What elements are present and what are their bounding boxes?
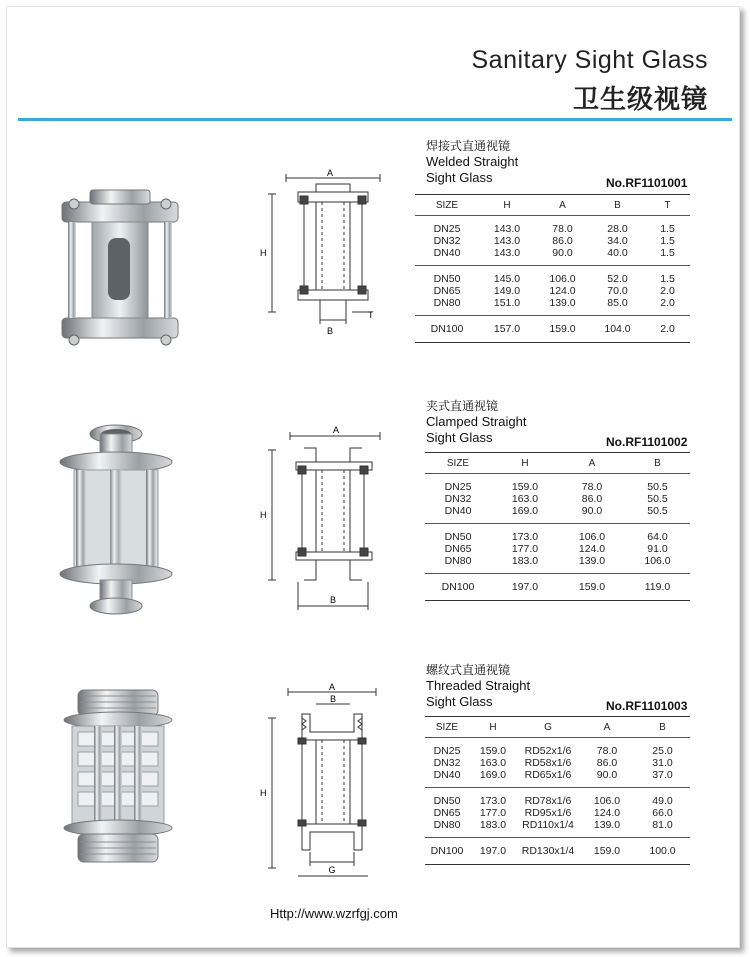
table-cell: 34.0: [607, 235, 628, 247]
table-cell: 50.5: [647, 493, 668, 505]
threaded-dim-b: B: [329, 694, 337, 704]
welded-dim-h: H: [260, 248, 267, 258]
table-cell: 86.0: [581, 493, 603, 505]
table-cell: 157.0: [479, 316, 535, 343]
table-row: [415, 235, 690, 247]
page-title-chinese: 卫生级视镜: [572, 84, 708, 114]
table-cell: RD95x1/6: [524, 807, 572, 819]
threaded-title-cn: 螺纹式直通视镜: [426, 663, 511, 677]
table-cell: 64.0: [647, 531, 668, 543]
table-cell: 173.0: [479, 795, 507, 807]
table-cell: 2.0: [660, 285, 675, 297]
table-cell: 151.0: [479, 297, 535, 316]
table-header-row: [415, 195, 690, 216]
table-cell: 1.5: [645, 247, 690, 266]
table-row: [425, 757, 690, 769]
table-cell: 49.0: [652, 795, 673, 807]
table-cell: 145.0: [493, 273, 521, 285]
table-cell: 139.0: [559, 555, 625, 574]
table-cell: 163.0: [479, 757, 507, 769]
table-cell: 106.0: [593, 795, 621, 807]
clamped-title-en-2: Sight Glass: [426, 430, 493, 445]
welded-title: [426, 138, 518, 186]
table-cell: 40.0: [590, 247, 645, 266]
table-cell: 173.0: [511, 531, 539, 543]
table-cell: DN25: [444, 481, 472, 493]
table-row: [425, 474, 690, 494]
table-cell: 143.0: [493, 223, 521, 235]
table-cell: 177.0: [479, 807, 507, 819]
table-cell: 90.0: [579, 769, 635, 788]
column-header: B: [635, 717, 690, 738]
column-header: H: [491, 453, 559, 474]
table-cell: 159.0: [559, 574, 625, 601]
table-cell: DN50: [444, 531, 472, 543]
column-header: A: [559, 453, 625, 474]
threaded-sight-glass-photo: [52, 682, 192, 872]
table-cell: 90.0: [559, 505, 625, 524]
table-cell: 78.0: [581, 481, 603, 493]
table-cell: 124.0: [549, 285, 576, 297]
website-url[interactable]: Http://www.wzrfgj.com: [270, 906, 398, 921]
table-cell: RD130x1/4: [517, 838, 579, 865]
table-row: [425, 769, 690, 788]
table-cell: 124.0: [578, 543, 606, 555]
column-header: B: [625, 453, 690, 474]
table-cell: DN65: [433, 285, 461, 297]
table-cell: 1.5: [660, 235, 675, 247]
table-cell: 2.0: [645, 316, 690, 343]
threaded-part-number: No.RF1101003: [606, 699, 688, 713]
column-header: B: [590, 195, 645, 216]
table-row: [425, 838, 690, 865]
column-header: H: [479, 195, 535, 216]
table-cell: 81.0: [635, 819, 690, 838]
table-cell: 31.0: [652, 757, 673, 769]
table-cell: RD65x1/6: [517, 769, 579, 788]
table-cell: 66.0: [652, 807, 673, 819]
welded-title-en-1: Welded Straight: [426, 154, 519, 169]
table-cell: DN32: [444, 493, 472, 505]
table-cell: 52.0: [607, 273, 628, 285]
threaded-technical-drawing: [258, 682, 388, 882]
table-cell: 106.0: [549, 273, 576, 285]
threaded-title: [426, 662, 530, 710]
table-cell: 1.5: [660, 223, 675, 235]
column-header: H: [469, 717, 517, 738]
table-cell: 50.5: [647, 481, 668, 493]
table-cell: DN100: [415, 316, 479, 343]
table-cell: 163.0: [511, 493, 539, 505]
table-cell: 25.0: [652, 745, 673, 757]
welded-title-en-2: Sight Glass: [426, 170, 493, 185]
table-cell: DN40: [415, 247, 479, 266]
table-cell: 159.0: [511, 481, 539, 493]
table-cell: 124.0: [593, 807, 621, 819]
table-row: [425, 493, 690, 505]
table-cell: 91.0: [647, 543, 668, 555]
table-cell: DN65: [444, 543, 472, 555]
table-cell: DN100: [425, 574, 491, 601]
table-row: [425, 543, 690, 555]
clamped-title-en-1: Clamped Straight: [426, 414, 527, 429]
clamped-sight-glass-photo: [52, 420, 192, 620]
table-cell: DN25: [433, 223, 461, 235]
table-cell: 143.0: [493, 235, 521, 247]
table-cell: 197.0: [491, 574, 559, 601]
table-cell: 159.0: [579, 838, 635, 865]
table-cell: 50.5: [625, 505, 690, 524]
table-cell: 139.0: [535, 297, 590, 316]
clamped-dim-h: H: [260, 510, 267, 520]
table-cell: 149.0: [493, 285, 521, 297]
table-cell: 183.0: [491, 555, 559, 574]
column-header: SIZE: [425, 453, 491, 474]
table-row: [425, 555, 690, 574]
table-cell: 177.0: [511, 543, 539, 555]
table-cell: DN25: [433, 745, 461, 757]
column-header: A: [579, 717, 635, 738]
table-cell: 143.0: [479, 247, 535, 266]
table-cell: 159.0: [479, 745, 507, 757]
table-row: [425, 574, 690, 601]
table-cell: DN50: [433, 273, 461, 285]
table-cell: 28.0: [607, 223, 628, 235]
table-cell: 169.0: [469, 769, 517, 788]
title-divider: [18, 118, 732, 121]
table-row: [415, 285, 690, 297]
table-cell: 70.0: [607, 285, 628, 297]
clamped-dim-a: A: [332, 425, 340, 435]
table-cell: 90.0: [535, 247, 590, 266]
table-header-row: [425, 717, 690, 738]
table-cell: 1.5: [660, 273, 675, 285]
table-cell: DN50: [433, 795, 461, 807]
table-row: [425, 524, 690, 544]
table-cell: 86.0: [596, 757, 618, 769]
table-row: [415, 297, 690, 316]
table-cell: DN32: [433, 757, 461, 769]
table-cell: 2.0: [645, 297, 690, 316]
clamped-dim-b: B: [329, 595, 337, 605]
threaded-dim-a: A: [328, 682, 336, 692]
table-cell: 106.0: [625, 555, 690, 574]
table-cell: DN80: [425, 819, 469, 838]
welded-technical-drawing: [258, 168, 388, 340]
welded-dim-a: A: [326, 168, 334, 178]
table-cell: 197.0: [469, 838, 517, 865]
table-cell: 119.0: [625, 574, 690, 601]
table-cell: RD58x1/6: [524, 757, 572, 769]
table-cell: 104.0: [590, 316, 645, 343]
table-cell: DN80: [415, 297, 479, 316]
clamped-part-number: No.RF1101002: [606, 435, 688, 449]
clamped-title-cn: 夹式直通视镜: [426, 399, 499, 413]
welded-part-number: No.RF1101001: [606, 176, 688, 190]
clamped-title: [426, 398, 526, 446]
table-cell: 169.0: [491, 505, 559, 524]
threaded-dim-h: H: [260, 788, 267, 798]
table-row: [425, 738, 690, 758]
column-header: T: [645, 195, 690, 216]
welded-sight-glass-photo: [52, 180, 192, 360]
table-cell: DN80: [425, 555, 491, 574]
column-header: SIZE: [415, 195, 479, 216]
table-cell: 100.0: [635, 838, 690, 865]
table-row: [425, 505, 690, 524]
table-cell: RD78x1/6: [524, 795, 572, 807]
table-header-row: [425, 453, 690, 474]
column-header: A: [535, 195, 590, 216]
threaded-title-en-2: Sight Glass: [426, 694, 493, 709]
clamped-spec-table: [425, 452, 690, 601]
table-cell: RD52x1/6: [524, 745, 572, 757]
welded-dim-t: T: [368, 310, 374, 320]
welded-title-cn: 焊接式直通视镜: [426, 139, 511, 153]
table-cell: 159.0: [535, 316, 590, 343]
table-cell: 78.0: [552, 223, 573, 235]
table-cell: DN32: [433, 235, 461, 247]
welded-dim-b: B: [326, 326, 334, 336]
table-row: [415, 247, 690, 266]
table-row: [425, 788, 690, 808]
table-cell: 183.0: [469, 819, 517, 838]
table-cell: 85.0: [590, 297, 645, 316]
column-header: SIZE: [425, 717, 469, 738]
table-row: [425, 807, 690, 819]
table-cell: DN40: [425, 769, 469, 788]
table-row: [415, 266, 690, 286]
table-row: [415, 216, 690, 236]
welded-spec-table: [415, 194, 690, 343]
table-cell: 139.0: [579, 819, 635, 838]
table-row: [415, 316, 690, 343]
table-cell: 78.0: [596, 745, 618, 757]
table-cell: 86.0: [552, 235, 573, 247]
threaded-title-en-1: Threaded Straight: [426, 678, 531, 693]
table-cell: RD110x1/4: [517, 819, 579, 838]
table-cell: 106.0: [578, 531, 606, 543]
table-cell: DN65: [433, 807, 461, 819]
column-header: G: [517, 717, 579, 738]
threaded-spec-table: [425, 716, 690, 865]
threaded-dim-g: G: [328, 865, 336, 875]
table-cell: 37.0: [635, 769, 690, 788]
table-cell: DN100: [425, 838, 469, 865]
clamped-technical-drawing: [258, 422, 388, 612]
table-cell: DN40: [425, 505, 491, 524]
page-title-english: Sanitary Sight Glass: [471, 46, 708, 74]
table-row: [425, 819, 690, 838]
